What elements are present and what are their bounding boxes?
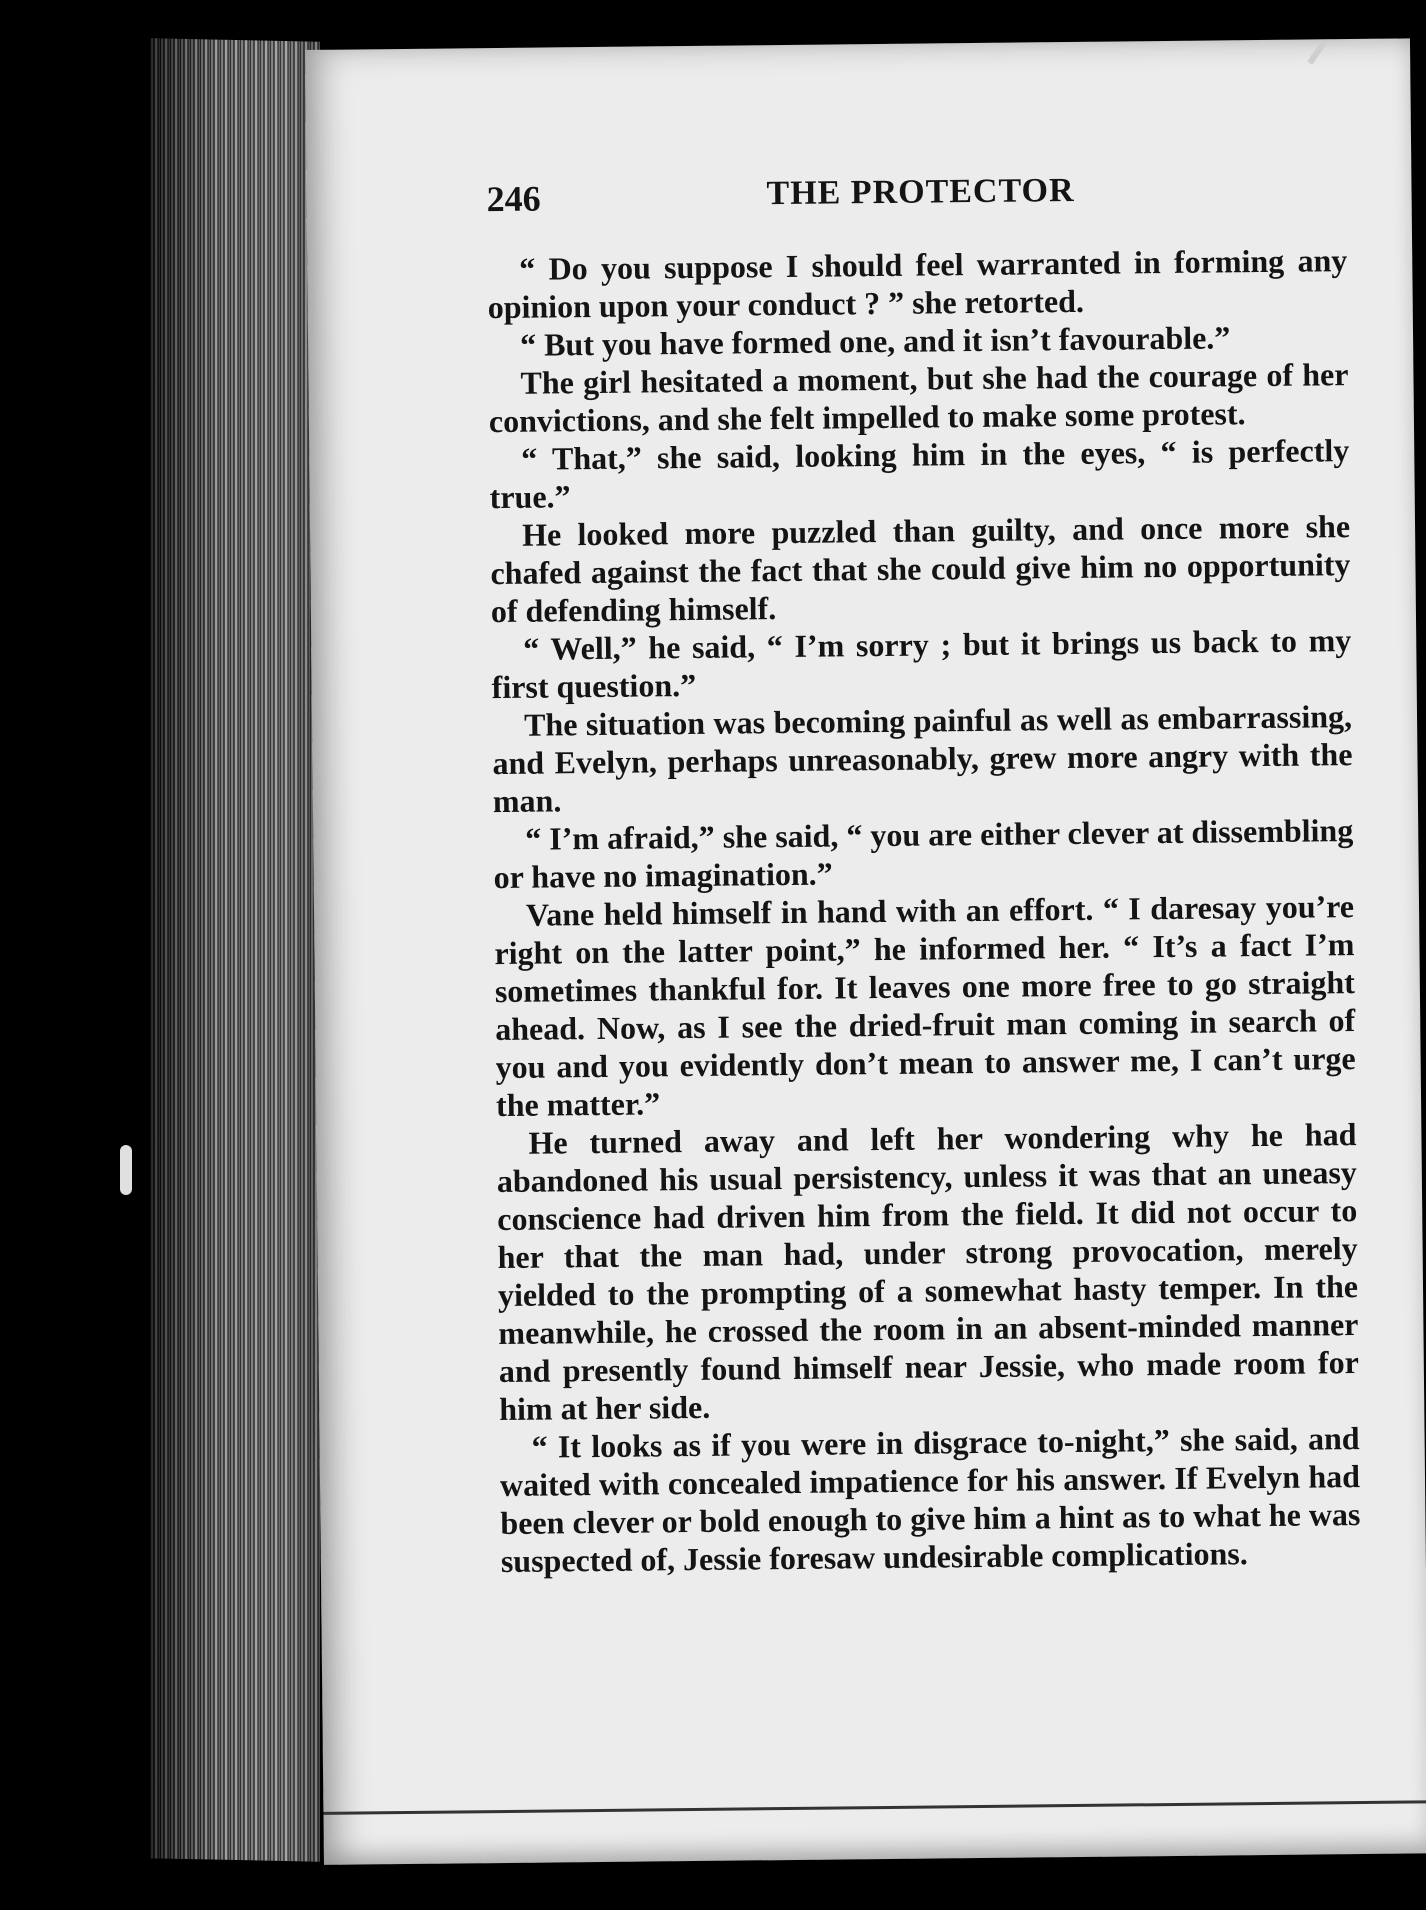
paragraph: “ Well,” he said, “ I’m sorry ; but it brings us back to my first question.” <box>491 622 1352 706</box>
page-content <box>486 169 1361 1580</box>
page-number: 246 <box>486 178 541 220</box>
corner-mark <box>1307 40 1327 65</box>
paragraph: “ It looks as if you were in disgrace to-night,” she said, and waited with concealed impatience for his answer. If Evelyn had been clever or bold enough to give him a hint as to what he was suspected of, Jessie foresaw undesirable complications. <box>499 1420 1361 1580</box>
paragraph: “ But you have formed one, and it isn’t favourable.” <box>519 319 1231 363</box>
book-page <box>305 38 1426 1864</box>
paragraph: He looked more puzzled than guilty, and once more she chafed against the fact that she could give him no opportunity of defending himself. <box>490 508 1351 630</box>
bottom-rule <box>323 1800 1426 1815</box>
paragraph: He turned away and left her wondering why he had abandoned his usual persistency, unless it was that an uneasy conscience had driven him from the field. It did not occur to her that the man had, under strong provocation, merely yielded to the prompting of a somewhat hasty temper. In the meanwhile, he crossed the room in an absent-minded manner and presently found himself near Jessie, who made room for him at her side. <box>496 1116 1359 1428</box>
page-marker <box>120 1145 132 1195</box>
paragraph: “ Do you suppose I should feel warranted in forming any opinion upon your conduct ? ” she retorted. <box>487 242 1348 326</box>
paragraph: “ I’m afraid,” she said, “ you are either clever at dissembling or have no imagination.” <box>493 812 1354 896</box>
running-head <box>486 169 1347 238</box>
paragraph: The situation was becoming painful as well as embarrassing, and Evelyn, perhaps unreasonably, grew more angry with the man. <box>492 698 1353 820</box>
book-page-edges <box>150 38 320 1862</box>
body-text <box>487 241 1361 1580</box>
book-title: THE PROTECTOR <box>766 171 1075 213</box>
paragraph: “ That,” she said, looking him in the eyes, “ is perfectly true.” <box>489 432 1350 516</box>
paragraph: Vane held himself in hand with an effort. “ I daresay you’re right on the latter point,” he informed her. “ It’s a fact I’m sometimes thankful for. It leaves one more free to go straight ahead. Now, as I see the dried-fruit man coming in search of you and you evidently don’t mean to answer me, I can’t urge the matter.” <box>494 888 1356 1124</box>
paragraph: The girl hesitated a moment, but she had the courage of her convictions, and she felt impelled to make some protest. <box>488 356 1349 440</box>
